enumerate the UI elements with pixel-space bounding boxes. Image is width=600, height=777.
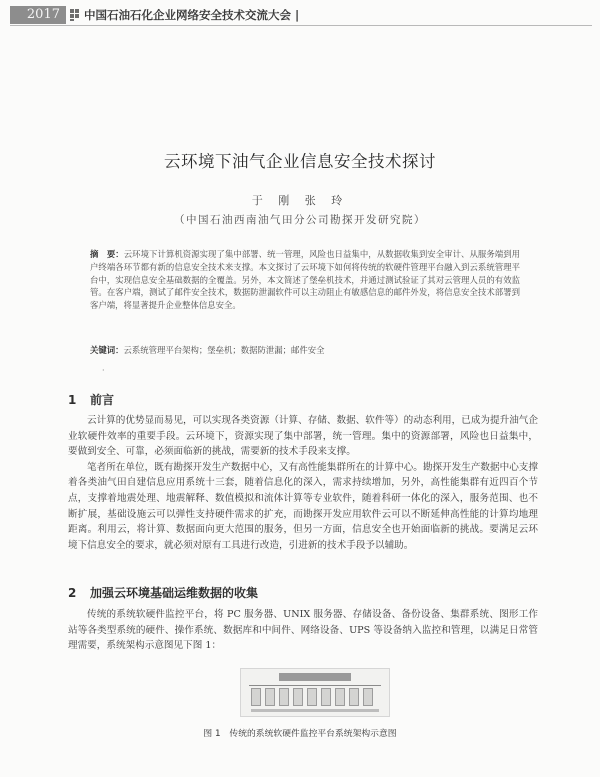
paragraph: 云计算的优势显而易见，可以实现各类资源（计算、存储、数据、软件等）的动态利用，已成为提升油气企业软硬件效率的重要手段。云环境下，资源实现了集中部署，统一管理。集中的资源部署，风险也日益集中，要做到安全、可靠，必须面临新的挑战，需要新的技术手段来支撑。 <box>68 415 538 458</box>
abstract-label: 摘 要： <box>90 249 124 259</box>
header-rule <box>10 25 592 26</box>
section-body <box>68 607 538 654</box>
section-number: 2 <box>68 586 77 600</box>
conference-title: 中国石油石化企业网络安全技术交流大会 | <box>84 8 300 22</box>
abstract-text: 云环境下计算机资源实现了集中部署、统一管理，风险也日益集中，从数据收集到安全审计、从服务端到用户终端各环节都有新的信息安全技术来支撑。本文探讨了云环境下如何将传统的软硬件管理平台融入到云系统管理平台中，实现信息安全基础数据的全覆盖。另外，本文简述了堡垒机技术，并通过测试验证了其对云管理人员的有效监管。在客户端，测试了邮件安全技术，数据防泄漏软件可以主动阻止有敏感信息的邮件外发，将信息安全技术部署到客户端，将显著提升企业整体信息安全。 <box>90 249 521 311</box>
stray-mark: · <box>102 366 105 375</box>
paper-affiliation: （中国石油西南油气田分公司勘探开发研究院） <box>174 214 426 226</box>
section-heading <box>68 584 258 601</box>
section-title: 加强云环境基础运维数据的收集 <box>90 586 259 600</box>
abstract <box>90 248 520 312</box>
architecture-diagram-figure <box>240 668 390 717</box>
paragraph: 笔者所在单位，既有勘探开发生产数据中心，又有高性能集群所在的计算中心。勘探开发生产数据中心支撑着各类油气田自建信息应用系统十三套，随着信息化的深入，需求持续增加，另外，高性能集群有近四百个节点，支撑着地震处理、地震解释、数值模拟和流体计算等专业软件，随着科研一体化的深入，服务范围、也不断扩展，基础设施云可以弹性支持硬件需求的扩充，而勘探开发应用软件云可以不断延伸高性能的计算均地理距离。利用云，将计算、数据面向更大范围的服务，但另一方面，信息安全也开始面临新的挑战。要满足云环境下信息安全的要求，就必须对原有工具进行改造，引进新的技术手段予以辅助。 <box>68 461 538 551</box>
section-body <box>68 413 538 553</box>
header-dots-icon <box>70 9 80 21</box>
keywords-text: 云系统管理平台架构；堡垒机；数据防泄漏；邮件安全 <box>123 345 325 355</box>
paper-title: 云环境下油气企业信息安全技术探讨 <box>164 152 436 171</box>
keywords-label: 关键词： <box>90 345 124 355</box>
paragraph: 传统的系统软硬件监控平台，将 PC 服务器、UNIX 服务器、存储设备、备份设备、集群系统、图形工作站等各类型系统的硬件、操作系统、数据库和中间件、网络设备、UPS 等设备纳入监控和管理，以满足日常管理需要，系统架构示意图见下图 1： <box>68 609 538 652</box>
keywords <box>90 344 520 356</box>
paper-authors: 于 刚 张 玲 <box>251 194 349 207</box>
section-title: 前言 <box>90 393 115 407</box>
figure-caption: 图 1 传统的系统软硬件监控平台系统架构示意图 <box>203 729 397 739</box>
page-header <box>0 6 600 24</box>
section-number: 1 <box>68 393 77 407</box>
section-heading <box>68 391 114 408</box>
header-trailing-mark: | <box>295 8 300 22</box>
year-label: 2017 <box>10 6 66 24</box>
